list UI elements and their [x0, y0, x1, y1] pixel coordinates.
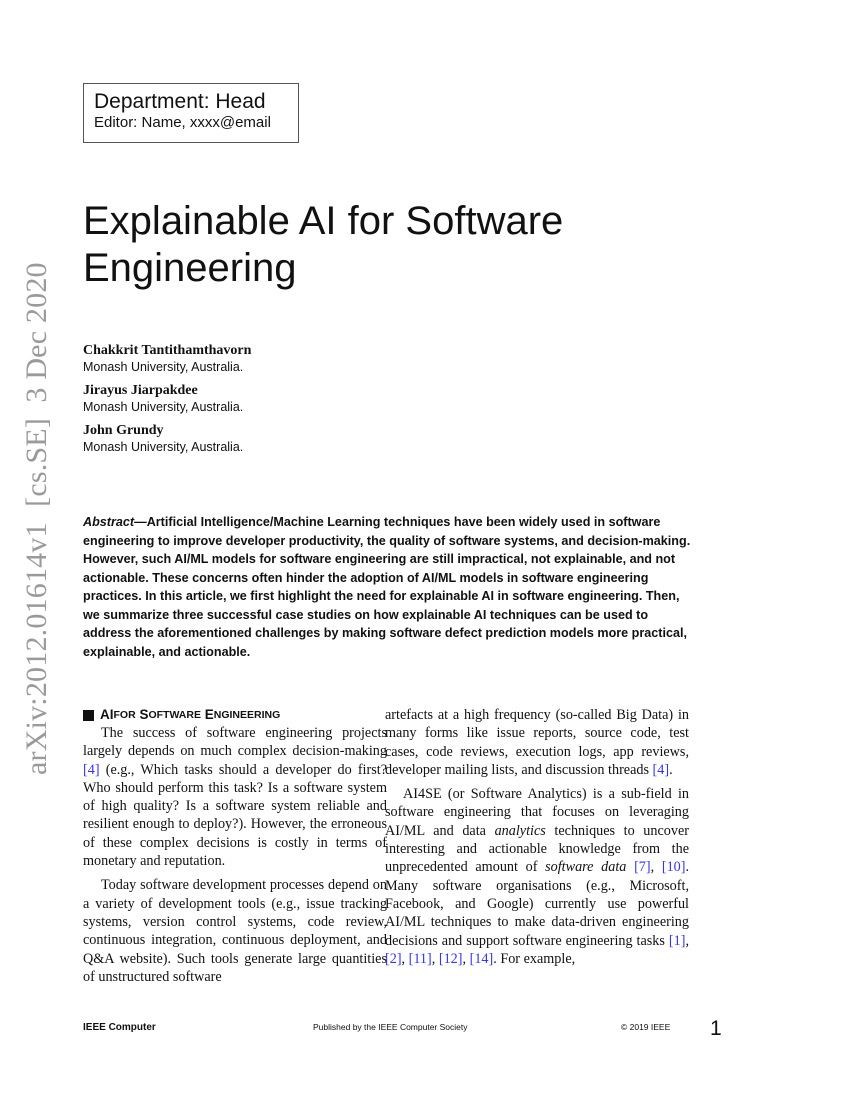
heading-part: AI	[100, 707, 114, 722]
text: . For example,	[493, 950, 576, 967]
abstract-text: —Artificial Intelligence/Machine Learning techniques have been widely used in software engineering to improve developer productivity, the quality of software systems, and decision-making. However, such AI/ML models for software engineering are still impractical, not explainable, and not actionable. These concerns often hinder the adoption of AI/ML models in software engineering practices. In this article, we first highlight the need for explainable AI in software engineering. Then, we summarize three successful case studies on how explainable AI techniques can be used to address the aforementioned challenges by making software defect prediction models more practical, explainable, and actionable.	[83, 515, 691, 659]
author-name: Jirayus Jiarpakdee	[83, 383, 198, 398]
author-entry	[83, 422, 483, 455]
abstract-label: Abstract	[83, 515, 135, 529]
heading-part: E	[204, 707, 214, 722]
author-entry	[83, 382, 483, 415]
author-affiliation: Monash University, Australia.	[83, 440, 244, 454]
text: .	[669, 761, 673, 778]
author-affiliation: Monash University, Australia.	[83, 400, 244, 414]
citation-link[interactable]: [11]	[408, 950, 432, 967]
author-name: John Grundy	[83, 423, 164, 438]
paper-title	[83, 198, 683, 292]
paragraph: Today software development processes depend on a variety of development tools (e.g., issue tracking systems, version control systems, code review, continuous integration, continuous deployment, and Q&A website). Such tools generate large quantities of unstructured software	[83, 877, 387, 985]
section-square-icon	[83, 710, 94, 721]
heading-part: OFTWARE	[148, 709, 201, 721]
abstract	[83, 513, 693, 661]
author-affiliation: Monash University, Australia.	[83, 360, 244, 374]
section-heading	[83, 706, 387, 724]
title-line-1: Explainable AI for Software	[83, 199, 564, 243]
paragraph	[385, 785, 689, 968]
text: . Many software organisations (e.g., Microsoft, Facebook, and Google) currently use powerful AI/ML techniques to make data-driven engineering decisions and support software engineering tasks	[385, 859, 690, 949]
text: techniques to uncover interesting and actionable knowledge from the unprecedented amount of	[385, 822, 690, 876]
department-box	[83, 83, 299, 143]
citation-link[interactable]: [4]	[83, 761, 100, 778]
title-line-2: Engineering	[83, 246, 297, 290]
paragraph	[385, 706, 689, 779]
text: AI4SE (or Software Analytics) is a sub-field in software engineering that focuses on leveraging AI/ML and data	[385, 786, 689, 839]
citation-link[interactable]: [1]	[668, 932, 686, 949]
text: ,	[401, 950, 409, 967]
text: ,	[462, 950, 470, 967]
text: ,	[431, 950, 439, 967]
author-name: Chakkrit Tantithamthavorn	[83, 343, 252, 358]
heading-part: S	[139, 707, 149, 722]
emphasis: analytics	[494, 822, 546, 839]
department-head: Department: Head	[94, 90, 266, 113]
citation-link[interactable]: [10]	[661, 859, 686, 876]
text	[626, 859, 634, 875]
footer-publisher: Published by the IEEE Computer Society	[313, 1022, 468, 1032]
emphasis: software data	[545, 859, 627, 876]
author-entry	[83, 342, 483, 375]
page-number: 1	[710, 1017, 722, 1040]
citation-link[interactable]: [4]	[652, 761, 670, 778]
text: ,	[650, 859, 662, 876]
text: The success of software engineering projects largely depends on much complex decision-making	[83, 725, 387, 760]
arxiv-stamp: arXiv:2012.01614v1 [cs.SE] 3 Dec 2020	[20, 262, 53, 775]
citation-link[interactable]: [2]	[385, 950, 402, 967]
text: ,	[685, 932, 689, 949]
paragraph	[83, 724, 387, 870]
footer-copyright: © 2019 IEEE	[621, 1022, 671, 1032]
body-column-left	[83, 706, 387, 992]
text: (e.g., Which tasks should a developer do first? Who should perform this task? Is a software system of high quality? Is a software system reliable and resilient enough to deploy?). However, the erroneous of these complex decisions is costly in terms of monetary and reputation.	[83, 761, 387, 870]
heading-part: NGINEERING	[213, 709, 281, 721]
heading-part: FOR	[113, 709, 136, 721]
body-column-right	[385, 706, 689, 974]
citation-link[interactable]: [12]	[438, 950, 463, 967]
department-editor: Editor: Name, xxxx@email	[94, 114, 271, 131]
text: artefacts at a high frequency (so-called Big Data) in many forms like issue reports, source code, test cases, code reviews, execution logs, app reviews, developer mailing lists, and discussion threads	[385, 707, 689, 778]
author-list	[83, 342, 483, 462]
citation-link[interactable]: [14]	[469, 950, 494, 967]
citation-link[interactable]: [7]	[634, 859, 651, 876]
footer-journal: IEEE Computer	[83, 1022, 156, 1033]
